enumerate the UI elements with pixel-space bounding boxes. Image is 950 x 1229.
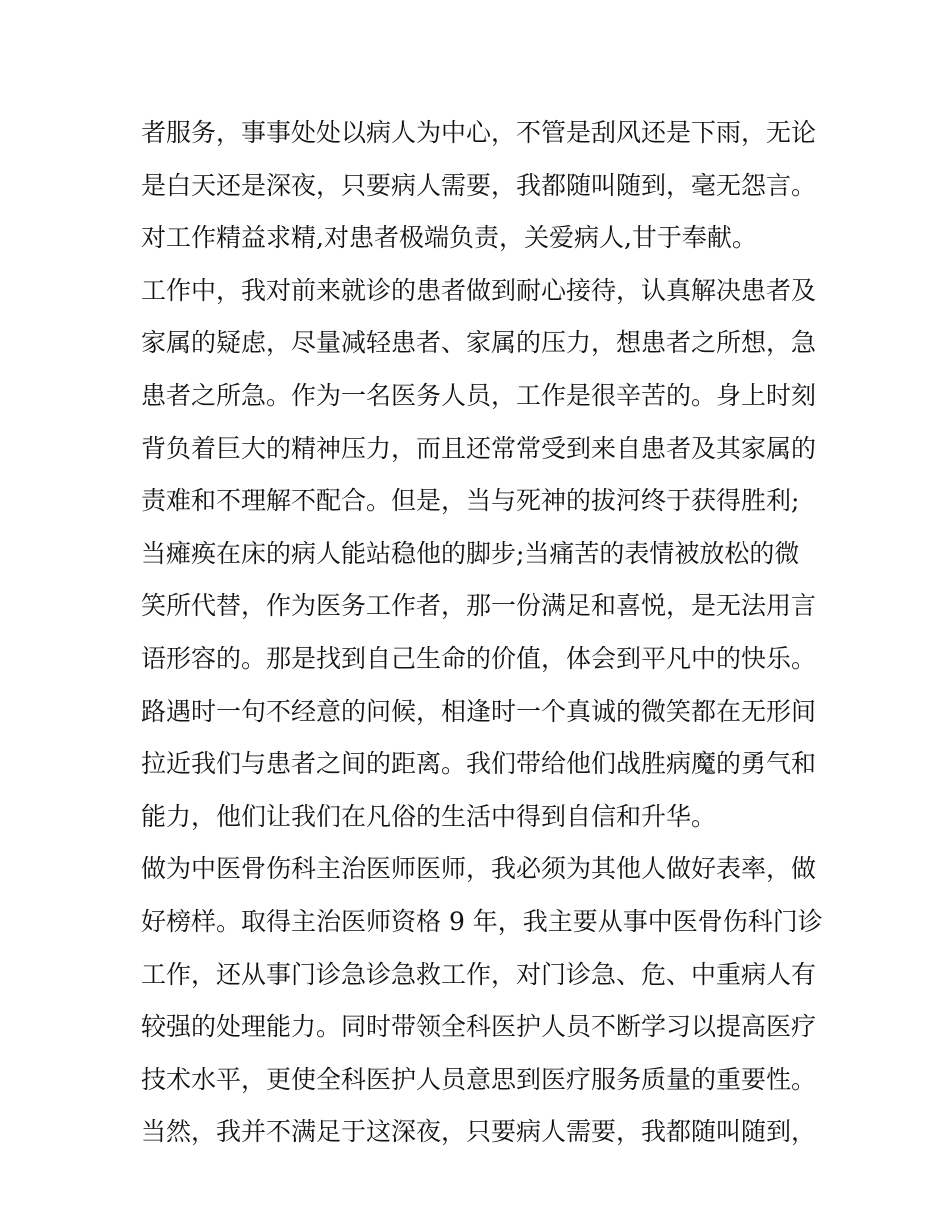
text-line: 做为中医骨伤科主治医师医师，我必须为其他人做好表率，做 [141,854,817,884]
text-line: 责难和不理解不配合。但是，当与死神的拔河终于获得胜利; [141,486,800,516]
text-line: 当瘫痪在床的病人能站稳他的脚步;当痛苦的表情被放松的微 [141,538,800,568]
text-line: 家属的疑虑，尽量减轻患者、家属的压力，想患者之所想，急 [141,328,817,358]
text-line: 是白天还是深夜，只要病人需要，我都随叫随到，毫无怨言。 [141,170,817,200]
text-line: 拉近我们与患者之间的距离。我们带给他们战胜病魔的勇气和 [141,749,817,779]
body-text [141,107,821,1159]
text-line: 路遇时一句不经意的问候，相逢时一个真诚的微笑都在无形间 [141,696,817,726]
text-line: 语形容的。那是找到自己生命的价值，体会到平凡中的快乐。 [141,643,817,673]
text-line: 较强的处理能力。同时带领全科医护人员不断学习以提高医疗 [141,1012,817,1042]
text-line: 工作中，我对前来就诊的患者做到耐心接待，认真解决患者及 [141,275,817,305]
text-line: 笑所代替，作为医务工作者，那一份满足和喜悦，是无法用言 [141,591,817,621]
text-line: 患者之所急。作为一名医务人员，工作是很辛苦的。身上时刻 [141,380,817,410]
text-line: 者服务，事事处处以病人为中心，不管是刮风还是下雨，无论 [141,118,817,147]
text-line: 能力，他们让我们在凡俗的生活中得到自信和升华。 [141,801,717,831]
text-line: 好榜样。取得主治医师资格 9 年，我主要从事中医骨伤科门诊 [141,906,823,936]
text-line: 背负着巨大的精神压力，而且还常常受到来自患者及其家属的 [141,433,817,463]
text-line: 技术水平，更使全科医护人员意思到医疗服务质量的重要性。 [141,1064,817,1094]
text-line: 工作，还从事门诊急诊急救工作，对门诊急、危、中重病人有 [141,959,817,989]
text-line: 对工作精益求精,对患者极端负责，关爱病人,甘于奉献。 [141,223,757,253]
text-line: 当然，我并不满足于这深夜，只要病人需要，我都随叫随到， [141,1117,817,1147]
